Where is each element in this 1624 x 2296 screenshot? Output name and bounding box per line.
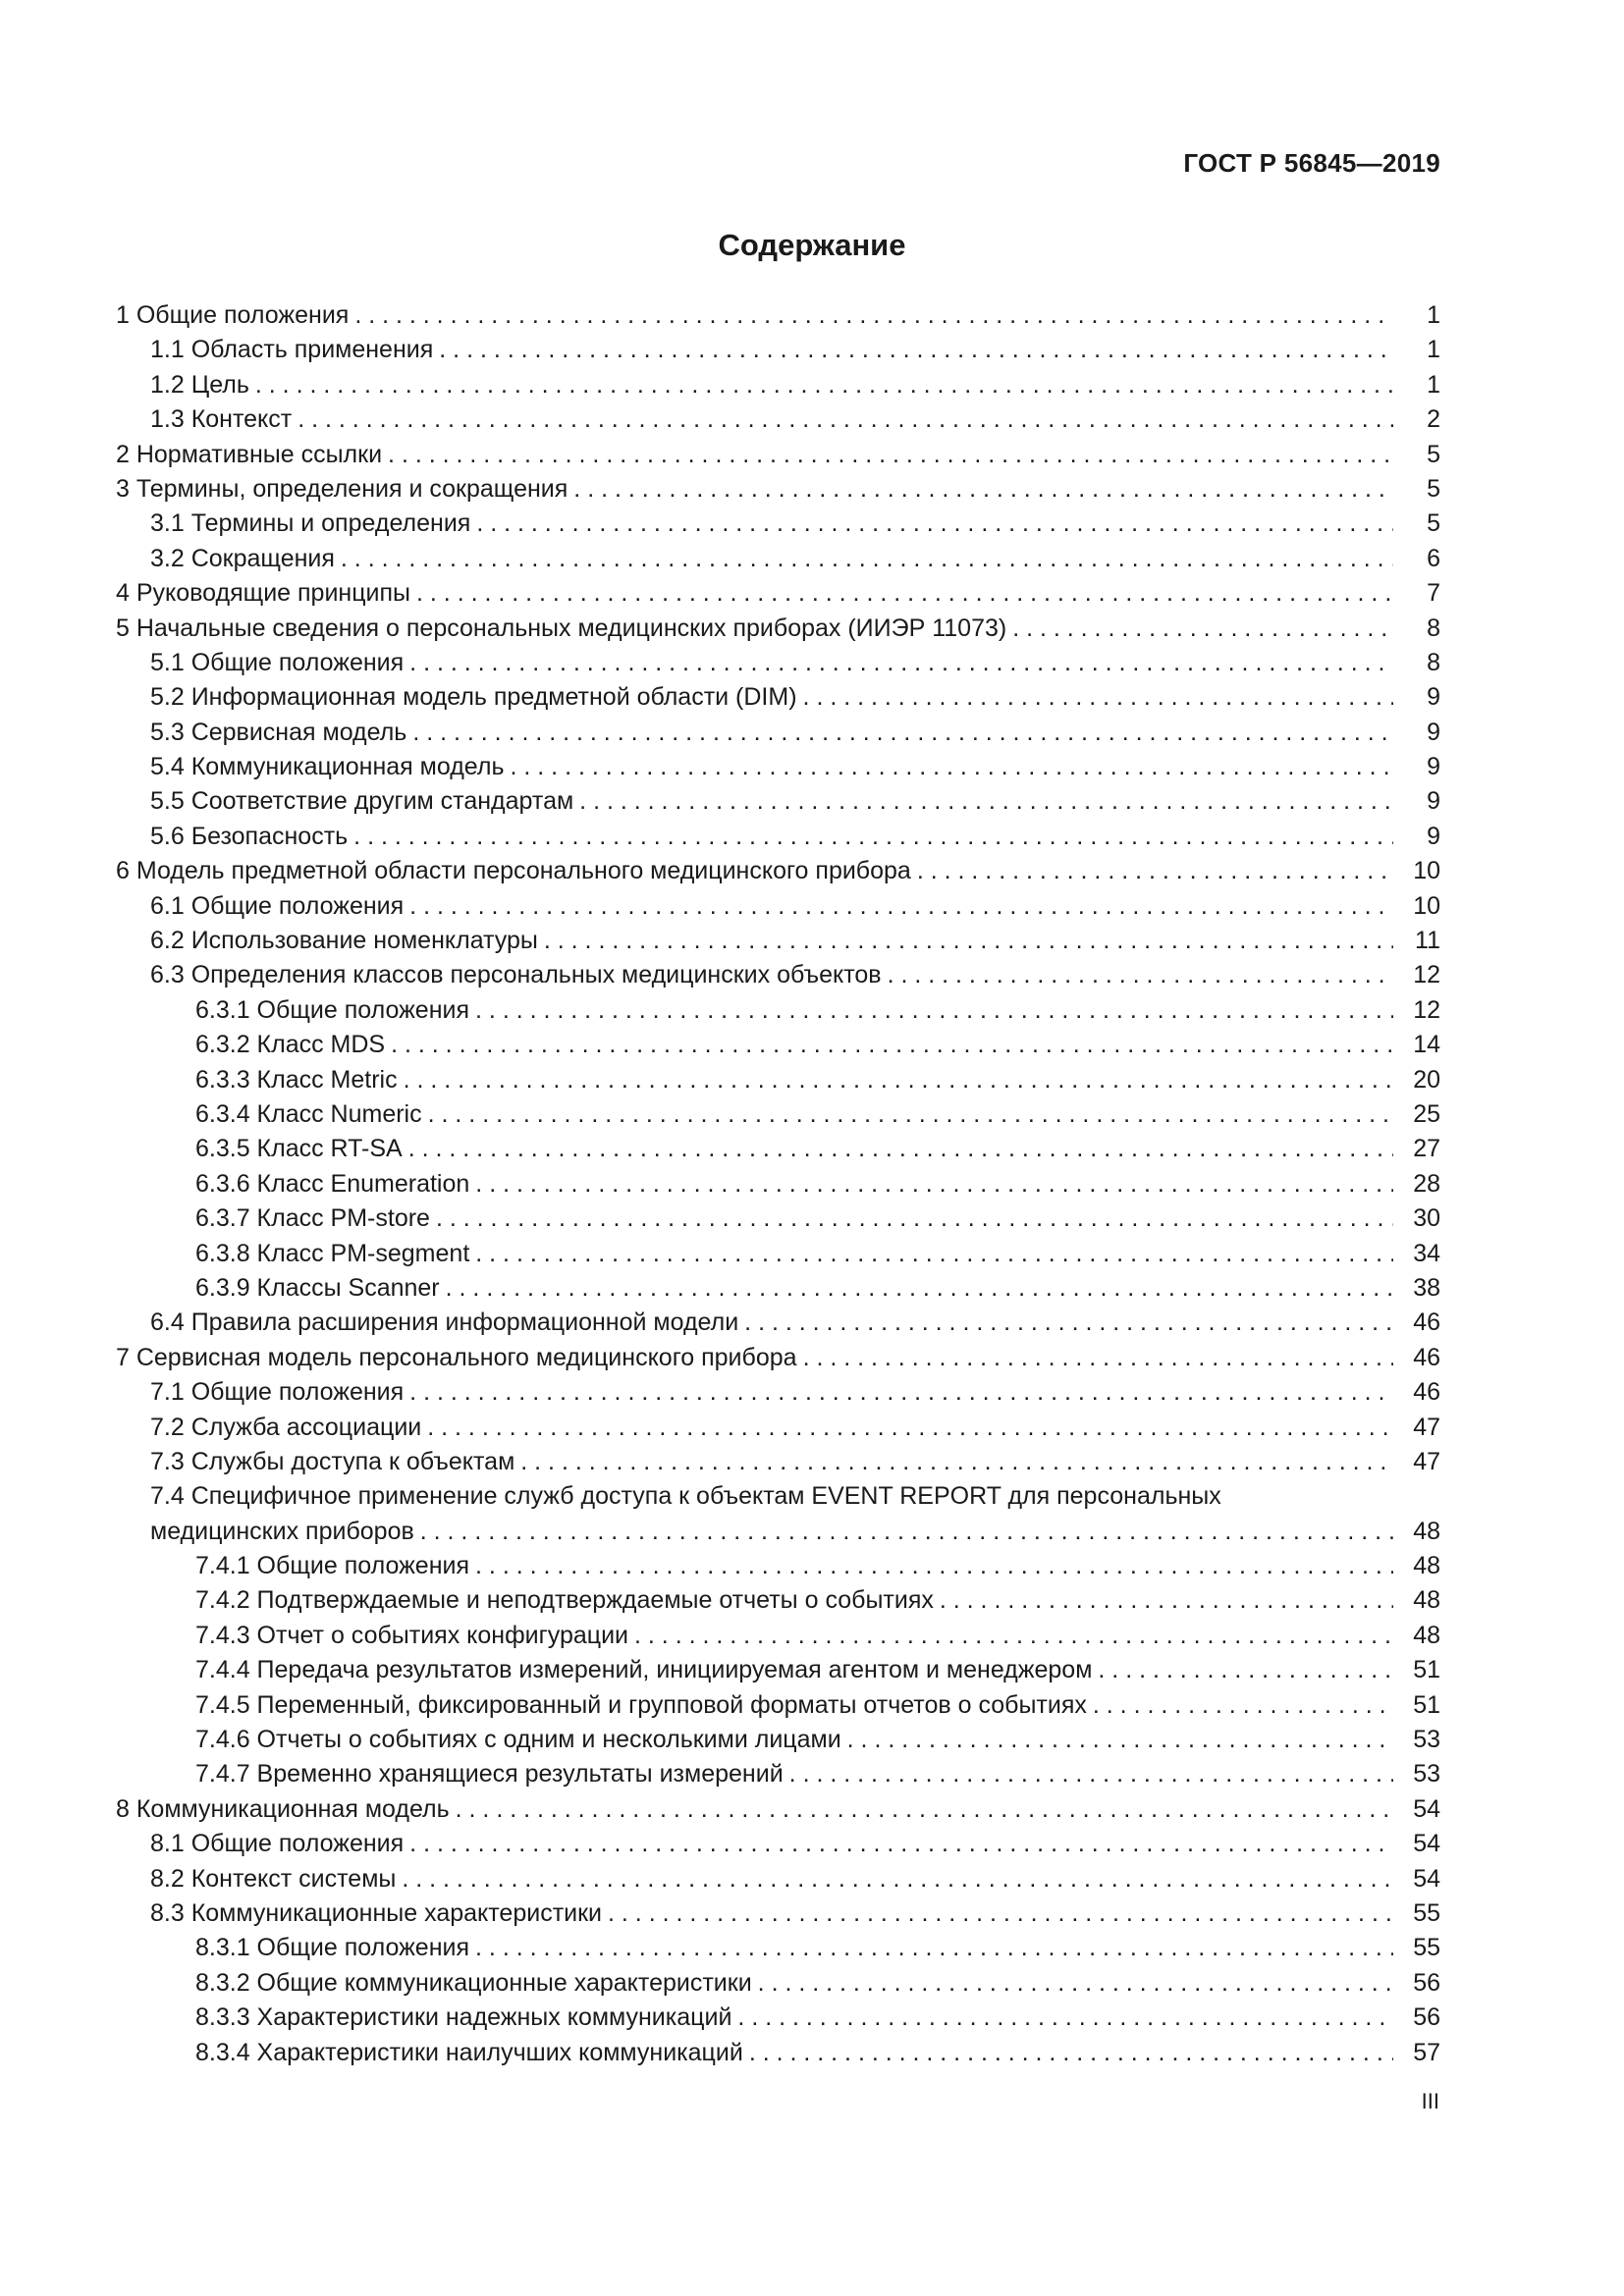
toc-entry[interactable] (116, 612, 1440, 646)
toc-dot-leader (749, 2036, 1393, 2070)
toc-dot-leader (354, 298, 1393, 333)
toc-entry[interactable] (116, 472, 1440, 507)
toc-entry-page: 56 (1413, 2003, 1440, 2032)
toc-entry[interactable] (116, 1167, 1440, 1201)
toc-entry-title: 8 Коммуникационная модель (116, 1794, 450, 1823)
toc-entry-page: 10 (1413, 857, 1440, 885)
toc-dot-leader (917, 854, 1393, 888)
toc-entry-title: 7.4 Специфичное применение служб доступа к объектам EVENT REPORT для персональных (150, 1482, 1221, 1511)
toc-entry-title: 1.1 Область применения (150, 336, 434, 364)
toc-entry-page: 1 (1427, 370, 1440, 399)
toc-dot-leader (847, 1723, 1393, 1757)
toc-dot-leader (408, 1132, 1393, 1166)
table-of-contents (116, 298, 1440, 2070)
toc-dot-leader (803, 680, 1393, 715)
toc-dot-leader (388, 438, 1393, 472)
toc-entry-title: 5.2 Информационная модель предметной области (DIM) (150, 683, 797, 712)
toc-dot-leader (634, 1619, 1393, 1653)
toc-entry[interactable] (116, 1271, 1440, 1306)
toc-entry[interactable] (116, 298, 1440, 333)
toc-dot-leader (1012, 612, 1393, 646)
toc-entry-page: 10 (1413, 891, 1440, 920)
toc-dot-leader (888, 958, 1393, 992)
toc-dot-leader (409, 646, 1393, 680)
toc-dot-leader (402, 1862, 1393, 1896)
toc-entry-title: 6.3 Определения классов персональных медицинских объектов (150, 961, 882, 989)
toc-dot-leader (475, 1549, 1393, 1583)
toc-entry[interactable] (116, 368, 1440, 402)
toc-entry-page: 57 (1413, 2038, 1440, 2066)
toc-entry-page: 48 (1413, 1552, 1440, 1580)
toc-dot-leader (758, 1966, 1393, 2001)
toc-entry-title: 6.3.5 Класс RT-SA (195, 1135, 403, 1163)
toc-entry[interactable] (116, 993, 1440, 1028)
toc-entry-title: 6.3.2 Класс MDS (195, 1031, 386, 1059)
toc-entry-title: 3.2 Сокращения (150, 544, 335, 572)
toc-entry-title: 7.3 Службы доступа к объектам (150, 1447, 515, 1475)
toc-entry[interactable] (116, 1306, 1440, 1340)
toc-entry-title: 6.3.8 Класс PM-segment (195, 1239, 470, 1267)
toc-entry-page: 51 (1413, 1690, 1440, 1719)
toc-entry-title: медицинских приборов (150, 1517, 414, 1545)
toc-entry-title: 6.3.9 Классы Scanner (195, 1273, 440, 1302)
toc-entry-page: 48 (1413, 1586, 1440, 1615)
toc-entry[interactable] (116, 1479, 1440, 1514)
toc-entry[interactable] (116, 716, 1440, 750)
toc-entry[interactable] (116, 438, 1440, 472)
toc-entry-title: 7.4.7 Временно хранящиеся результаты измерений (195, 1760, 784, 1789)
toc-entry-title: 5.1 Общие положения (150, 648, 405, 676)
toc-entry[interactable] (116, 2001, 1440, 2035)
toc-dot-leader (404, 1063, 1393, 1097)
toc-entry-title: 1.2 Цель (150, 370, 249, 399)
toc-entry[interactable] (116, 646, 1440, 680)
toc-entry[interactable] (116, 1757, 1440, 1791)
toc-entry[interactable] (116, 1237, 1440, 1271)
toc-entry-page: 56 (1413, 1968, 1440, 1997)
toc-entry[interactable] (116, 507, 1440, 541)
toc-entry-page: 55 (1413, 1934, 1440, 1962)
toc-entry[interactable] (116, 1411, 1440, 1445)
toc-entry-page: 55 (1413, 1898, 1440, 1927)
toc-entry[interactable] (116, 1862, 1440, 1896)
toc-dot-leader (608, 1896, 1393, 1931)
toc-entry[interactable] (116, 958, 1440, 992)
toc-entry-title: 6.1 Общие положения (150, 891, 405, 920)
toc-entry-page: 1 (1427, 336, 1440, 364)
toc-entry-page: 8 (1427, 614, 1440, 642)
toc-entry-page: 25 (1413, 1099, 1440, 1128)
toc-dot-leader (255, 368, 1393, 402)
toc-entry-page: 46 (1413, 1308, 1440, 1337)
toc-entry-page: 54 (1413, 1830, 1440, 1858)
toc-dot-leader (737, 2001, 1393, 2035)
toc-entry-title: 5 Начальные сведения о персональных медицинских приборах (ИИЭР 11073) (116, 614, 1007, 642)
toc-dot-leader (412, 716, 1393, 750)
toc-entry-page: 12 (1413, 995, 1440, 1024)
toc-entry-page: 8 (1427, 648, 1440, 676)
toc-entry-title: 6.3.6 Класс Enumeration (195, 1169, 470, 1198)
toc-entry-page: 9 (1427, 753, 1440, 781)
toc-entry-title: 8.3.1 Общие положения (195, 1934, 470, 1962)
toc-entry[interactable] (116, 1549, 1440, 1583)
toc-entry[interactable] (116, 1063, 1440, 1097)
toc-entry-page: 53 (1413, 1760, 1440, 1789)
toc-entry-page: 12 (1413, 961, 1440, 989)
toc-entry-title: 2 Нормативные ссылки (116, 440, 383, 468)
toc-dot-leader (475, 993, 1393, 1028)
toc-entry-page: 54 (1413, 1794, 1440, 1823)
toc-entry-page: 9 (1427, 822, 1440, 850)
toc-entry-page: 46 (1413, 1378, 1440, 1407)
toc-entry-title: 8.3.2 Общие коммуникационные характеристики (195, 1968, 752, 1997)
toc-entry-title: 8.3.3 Характеристики надежных коммуникаций (195, 2003, 732, 2032)
toc-entry-title: 7 Сервисная модель персонального медицинского прибора (116, 1343, 797, 1371)
toc-dot-leader (475, 1931, 1393, 1965)
toc-entry[interactable] (116, 889, 1440, 924)
toc-entry-title: 1.3 Контекст (150, 405, 293, 434)
toc-entry[interactable] (116, 784, 1440, 819)
toc-entry-title: 6.2 Использование номенклатуры (150, 927, 538, 955)
toc-dot-leader (789, 1757, 1393, 1791)
toc-entry-title: 8.3.4 Характеристики наилучших коммуникаций (195, 2038, 743, 2066)
toc-entry[interactable] (116, 924, 1440, 958)
toc-entry-title: 5.5 Соответствие другим стандартам (150, 787, 574, 816)
toc-dot-leader (573, 472, 1393, 507)
toc-title: Содержание (718, 228, 906, 262)
toc-entry-title: 7.4.5 Переменный, фиксированный и групповой форматы отчетов о событиях (195, 1690, 1087, 1719)
toc-entry-title: 7.4.4 Передача результатов измерений, инициируемая агентом и менеджером (195, 1656, 1093, 1684)
toc-entry-page: 48 (1413, 1621, 1440, 1649)
toc-dot-leader (520, 1445, 1393, 1479)
toc-entry-page: 2 (1427, 405, 1440, 434)
toc-entry-title: 6.3.4 Класс Numeric (195, 1099, 422, 1128)
toc-entry[interactable] (116, 1792, 1440, 1827)
toc-entry-page: 6 (1427, 544, 1440, 572)
toc-entry[interactable] (116, 1896, 1440, 1931)
toc-entry-title: 5.3 Сервисная модель (150, 718, 407, 746)
toc-entry-title: 5.6 Безопасность (150, 822, 349, 850)
toc-entry[interactable] (116, 1931, 1440, 1965)
toc-entry-title: 8.1 Общие положения (150, 1830, 405, 1858)
toc-dot-leader (446, 1271, 1393, 1306)
toc-entry-page: 5 (1427, 474, 1440, 503)
toc-entry[interactable] (116, 576, 1440, 611)
toc-entry-title: 8.3 Коммуникационные характеристики (150, 1898, 603, 1927)
toc-entry[interactable] (116, 1341, 1440, 1375)
toc-entry-title: 7.2 Служба ассоциации (150, 1413, 422, 1441)
toc-entry[interactable] (116, 402, 1440, 437)
toc-entry[interactable] (116, 1827, 1440, 1861)
toc-dot-leader (298, 402, 1393, 437)
toc-entry[interactable] (116, 1723, 1440, 1757)
toc-entry[interactable] (116, 1688, 1440, 1723)
page-number: III (1421, 2089, 1439, 2113)
toc-dot-leader (475, 1167, 1393, 1201)
toc-entry[interactable] (116, 820, 1440, 854)
toc-entry-title: 7.4.1 Общие положения (195, 1552, 470, 1580)
toc-dot-leader (428, 1097, 1393, 1132)
toc-entry-title: 6.3.7 Класс PM-store (195, 1204, 430, 1233)
toc-entry-page: 53 (1413, 1726, 1440, 1754)
toc-dot-leader (353, 820, 1393, 854)
toc-entry-page: 27 (1413, 1135, 1440, 1163)
toc-entry-title: 5.4 Коммуникационная модель (150, 753, 505, 781)
toc-entry[interactable] (116, 1653, 1440, 1687)
toc-entry[interactable] (116, 750, 1440, 784)
toc-dot-leader (341, 542, 1393, 576)
toc-entry[interactable] (116, 680, 1440, 715)
toc-entry[interactable] (116, 2036, 1440, 2070)
toc-entry-title: 8.2 Контекст системы (150, 1864, 397, 1893)
toc-entry[interactable] (116, 1132, 1440, 1166)
toc-entry-page: 5 (1427, 440, 1440, 468)
toc-entry[interactable] (116, 542, 1440, 576)
toc-entry[interactable] (116, 1966, 1440, 2001)
toc-dot-leader (544, 924, 1393, 958)
toc-dot-leader (456, 1792, 1393, 1827)
toc-entry-title: 7.4.3 Отчет о событиях конфигурации (195, 1621, 629, 1649)
toc-entry-title: 7.1 Общие положения (150, 1378, 405, 1407)
toc-entry-page: 20 (1413, 1065, 1440, 1094)
toc-dot-leader (409, 1827, 1393, 1861)
toc-entry-page: 9 (1427, 718, 1440, 746)
toc-entry-page: 48 (1413, 1517, 1440, 1545)
toc-entry-page: 34 (1413, 1239, 1440, 1267)
toc-entry-page: 47 (1413, 1447, 1440, 1475)
toc-entry-title: 4 Руководящие принципы (116, 579, 411, 608)
toc-dot-leader (1093, 1688, 1393, 1723)
toc-dot-leader (475, 1237, 1393, 1271)
toc-dot-leader (427, 1411, 1393, 1445)
toc-entry[interactable] (116, 333, 1440, 367)
toc-dot-leader (439, 333, 1393, 367)
toc-dot-leader (940, 1583, 1393, 1618)
toc-entry-title: 6.4 Правила расширения информационной модели (150, 1308, 739, 1337)
toc-entry-title: 3.1 Термины и определения (150, 509, 471, 538)
toc-entry-page: 14 (1413, 1031, 1440, 1059)
toc-entry-page: 30 (1413, 1204, 1440, 1233)
toc-dot-leader (409, 1375, 1393, 1410)
toc-entry-title: 3 Термины, определения и сокращения (116, 474, 568, 503)
toc-dot-leader (436, 1201, 1393, 1236)
toc-entry-page: 7 (1427, 579, 1440, 608)
toc-entry-page: 51 (1413, 1656, 1440, 1684)
toc-entry[interactable] (116, 1583, 1440, 1618)
toc-dot-leader (803, 1341, 1393, 1375)
toc-dot-leader (476, 507, 1393, 541)
toc-entry-page: 11 (1415, 927, 1440, 955)
toc-entry[interactable] (116, 1097, 1440, 1132)
toc-entry-title: 7.4.6 Отчеты о событиях с одним и несколькими лицами (195, 1726, 841, 1754)
toc-entry[interactable] (116, 1028, 1440, 1062)
toc-entry-page: 54 (1413, 1864, 1440, 1893)
toc-entry-page: 46 (1413, 1343, 1440, 1371)
toc-entry-title: 6.3.1 Общие положения (195, 995, 470, 1024)
toc-entry-title: 6 Модель предметной области персонального медицинского прибора (116, 857, 911, 885)
toc-entry[interactable] (116, 1619, 1440, 1653)
toc-dot-leader (416, 576, 1393, 611)
toc-entry-page: 47 (1413, 1413, 1440, 1441)
toc-entry-page: 9 (1427, 683, 1440, 712)
toc-dot-leader (744, 1306, 1393, 1340)
toc-entry-page: 5 (1427, 509, 1440, 538)
toc-dot-leader (409, 889, 1393, 924)
toc-dot-leader (579, 784, 1393, 819)
toc-entry-page: 9 (1427, 787, 1440, 816)
toc-entry-title: 7.4.2 Подтверждаемые и неподтверждаемые отчеты о событиях (195, 1586, 934, 1615)
toc-entry[interactable] (116, 1445, 1440, 1479)
toc-entry-page: 28 (1413, 1169, 1440, 1198)
toc-entry[interactable] (116, 854, 1440, 888)
toc-dot-leader (511, 750, 1394, 784)
toc-dot-leader (391, 1028, 1393, 1062)
document-id: ГОСТ Р 56845—2019 (1183, 148, 1440, 178)
toc-dot-leader (1098, 1653, 1393, 1687)
toc-entry-page: 38 (1413, 1273, 1440, 1302)
toc-entry-title: 6.3.3 Класс Metric (195, 1065, 398, 1094)
toc-entry-page: 1 (1427, 301, 1440, 329)
toc-entry[interactable] (116, 1515, 1440, 1549)
toc-entry-title: 1 Общие положения (116, 301, 350, 329)
toc-dot-leader (420, 1515, 1393, 1549)
toc-entry[interactable] (116, 1201, 1440, 1236)
toc-entry[interactable] (116, 1375, 1440, 1410)
